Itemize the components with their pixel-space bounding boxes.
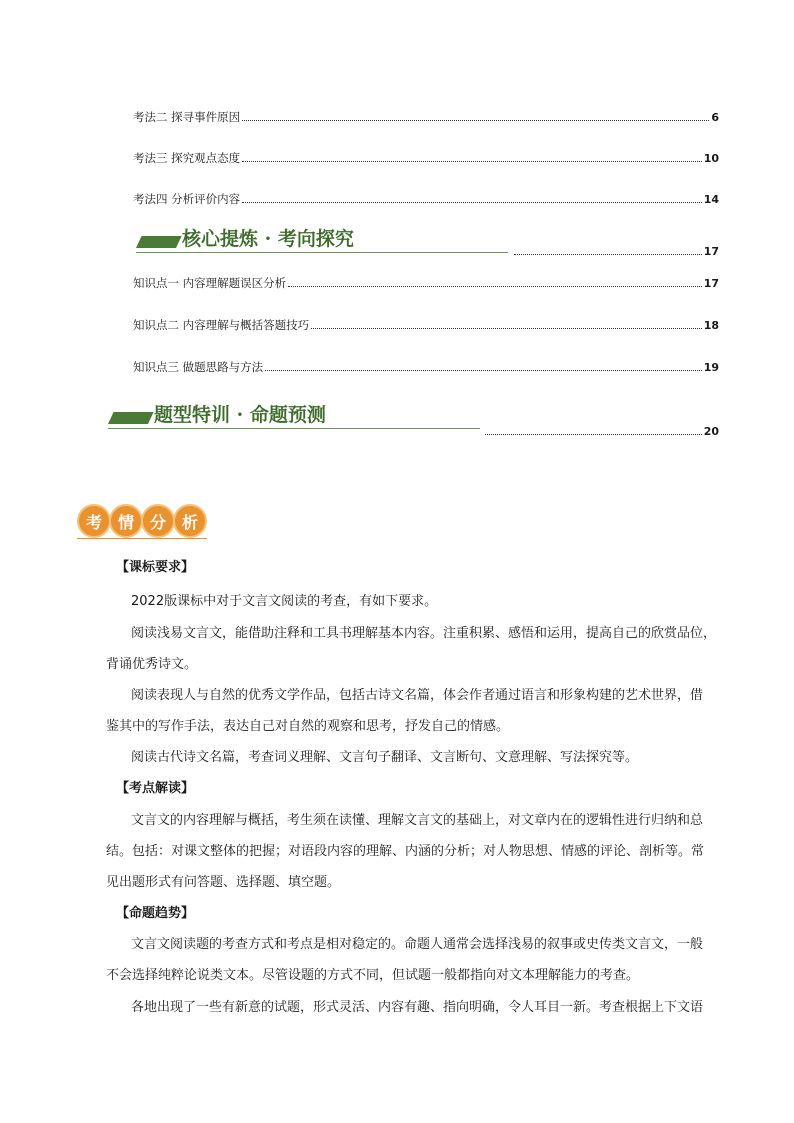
toc-page-number: 6: [711, 111, 719, 124]
paragraph: 阅读表现人与自然的优秀文学作品，包括古诗文名篇，体会作者通过语言和形象构建的艺术世界，借: [131, 688, 704, 703]
kaoqing-fenxi-badge: [77, 500, 207, 544]
banner-underline: [108, 428, 480, 429]
section-banner[interactable]: [136, 226, 516, 260]
banner-title: 题型特训 · 命题预测: [154, 404, 326, 426]
toc-label: 考法三 探究观点态度: [133, 151, 241, 165]
toc-page-number: 10: [703, 152, 719, 165]
toc-entry[interactable]: [133, 148, 719, 168]
toc-page-number: 19: [703, 361, 719, 374]
toc-leader: [265, 358, 702, 371]
paragraph: 文言文的内容理解与概括，考生须在读懂、理解文言文的基础上，对文章内在的逻辑性进行归纳和总: [131, 813, 704, 828]
paragraph: 2022版课标中对于文言文阅读的考查，有如下要求。: [131, 594, 438, 609]
toc-entry[interactable]: [133, 273, 719, 293]
paragraph: 阅读古代诗文名篇，考查词义理解、文言句子翻译、文言断句、文意理解、写法探究等。: [131, 750, 639, 765]
paragraph: 背诵优秀诗文。: [106, 657, 198, 672]
banner-title: 核心提炼 · 考向探究: [182, 228, 354, 250]
toc-leader: [242, 190, 702, 203]
toc-page-number: 18: [703, 319, 719, 332]
toc-leader: [242, 108, 709, 121]
paragraph: 见出题形式有问答题、选择题、填空题。: [106, 875, 341, 890]
banner-page-entry[interactable]: [485, 422, 719, 442]
paragraph: 各地出现了一些有新意的试题，形式灵活、内容有趣、指向明确，令人耳目一新。考查根据上下文语: [131, 1000, 704, 1015]
badge-char: 分: [141, 504, 175, 538]
paragraph: 不会选择纯粹论说类文本。尽管设题的方式不同，但试题一般都指向对文本理解能力的考查。: [106, 968, 640, 983]
toc-entry[interactable]: [133, 315, 719, 335]
banner-bar-icon: [136, 236, 182, 248]
toc-label: 知识点三 做题思路与方法: [133, 360, 264, 374]
banner-underline: [136, 252, 508, 253]
badge-underline: [77, 538, 207, 539]
toc-label: 知识点一 内容理解题误区分析: [133, 276, 287, 290]
toc-leader: [288, 274, 702, 287]
section-banner[interactable]: [108, 402, 488, 436]
toc-entry[interactable]: [133, 107, 719, 127]
toc-label: 考法四 分析评价内容: [133, 192, 241, 206]
toc-leader: [242, 149, 702, 162]
paragraph: 文言文阅读题的考查方式和考点是相对稳定的。命题人通常会选择浅易的叙事或史传类文言文，一般: [131, 937, 704, 952]
paragraph: 阅读浅易文言文，能借助注释和工具书理解基本内容。注重积累、感悟和运用，提高自己的欣赏品位，: [131, 626, 717, 641]
section-heading: 【课标要求】: [116, 560, 195, 575]
banner-page-entry[interactable]: [514, 242, 719, 262]
toc-page-number: 20: [703, 425, 719, 438]
badge-char: 析: [173, 504, 207, 538]
paragraph: 结。包括：对课文整体的把握；对语段内容的理解、内涵的分析；对人物思想、情感的评论、剖析等。常: [106, 844, 705, 859]
toc-leader: [485, 422, 702, 435]
paragraph: 鉴其中的写作手法，表达自己对自然的观察和思考，抒发自己的情感。: [106, 719, 510, 734]
toc-label: 考法二 探寻事件原因: [133, 110, 241, 124]
banner-bar-icon: [108, 412, 154, 424]
toc-page-number: 14: [703, 193, 719, 206]
toc-entry[interactable]: [133, 357, 719, 377]
toc-entry[interactable]: [133, 189, 719, 209]
badge-char: 考: [77, 504, 111, 538]
section-heading: 【命题趋势】: [116, 906, 195, 921]
section-heading: 【考点解读】: [116, 781, 195, 796]
toc-label: 知识点二 内容理解与概括答题技巧: [133, 318, 310, 332]
toc-page-number: 17: [703, 277, 719, 290]
toc-page-number: 17: [703, 245, 719, 258]
badge-char: 情: [109, 504, 143, 538]
toc-leader: [514, 242, 702, 255]
toc-leader: [311, 316, 702, 329]
